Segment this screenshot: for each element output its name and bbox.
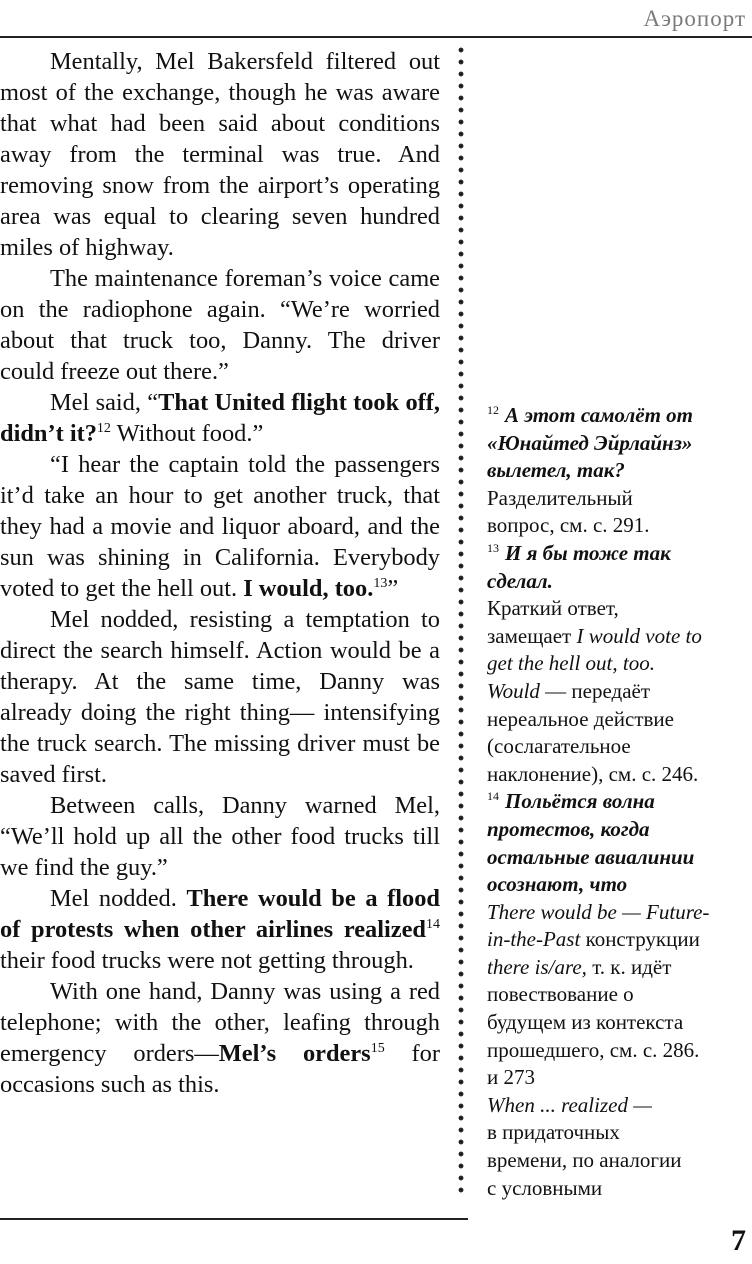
note-text: — передаёт [539, 678, 651, 703]
note-line: прошедшего, см. с. 286. [487, 1037, 700, 1062]
note-line: в придаточных [487, 1120, 620, 1145]
margin-notes [487, 402, 747, 1202]
note-14-heading-line [487, 788, 747, 816]
note-line: вылетел, так? [487, 458, 625, 483]
paragraph-8 [0, 976, 440, 1100]
text: Mel said, “ [50, 389, 159, 416]
note-line: вопрос, см. с. 291. [487, 513, 650, 538]
note-line [487, 678, 747, 706]
footnote-ref-14: 14 [426, 916, 440, 932]
note-line: с условными [487, 1175, 603, 1200]
paragraph-2: The maintenance foreman’s voice came on the radiophone again. “We’re worried about that truck too, Danny. The driver could freeze out there.” [0, 265, 440, 385]
note-line: будущем из контекста [487, 1010, 684, 1035]
note-number: 12 [487, 403, 499, 417]
note-line: Разделительный [487, 485, 633, 510]
paragraph-4 [0, 449, 440, 604]
note-text: И я бы тоже так [505, 540, 671, 565]
text: ” [387, 575, 399, 602]
note-text: замещает [487, 623, 577, 648]
note-line: и 273 [487, 1065, 535, 1090]
text: With one hand, Danny was using a red telephone; with the other, leafing through emergency orders— [0, 978, 440, 1067]
highlighted-phrase-15: Mel’s orders [218, 1040, 371, 1067]
note-line: нереальное действие [487, 706, 674, 731]
text: Mel nodded. [50, 885, 187, 912]
note-text: т. к. идёт [586, 954, 672, 979]
note-line: (сослагательное [487, 734, 631, 759]
note-line: There would be — Future- [487, 899, 710, 924]
footnote-ref-15: 15 [370, 1040, 385, 1056]
note-line [487, 623, 747, 651]
paragraph-7 [0, 883, 440, 976]
note-text: конструкции [580, 927, 700, 952]
note-line: «Юнайтед Эйрлайнз» [487, 430, 693, 455]
text: their food trucks were not getting through. [0, 947, 414, 974]
note-number: 14 [487, 789, 499, 804]
paragraph-1: Mentally, Mel Bakersfeld filtered out most of the exchange, though he was aware that what had been said about conditions away from the terminal was true. And removing snow from the airport’s operating area was equal to clearing seven hundred miles of highway. [0, 48, 440, 261]
main-text-column [0, 46, 440, 1100]
note-text: Польётся волна [505, 789, 655, 814]
note-text: there is/are, [487, 954, 587, 979]
note-line: осознают, что [487, 872, 628, 897]
note-13-heading-line [487, 540, 747, 568]
paragraph-6: Between calls, Danny warned Mel, “We’ll hold up all the other food trucks till we find the guy.” [0, 792, 440, 881]
footer-rule [0, 1218, 468, 1220]
note-line: повествование о [487, 982, 634, 1007]
note-number: 13 [487, 540, 499, 555]
note-line [487, 926, 747, 954]
text: “I hear the captain told the passengers it’d take an hour to get another truck, that they had a movie and liquor aboard, and the sun was shining in California. Everybody voted to get the hell out. [0, 451, 440, 602]
highlighted-phrase-14: There would be a flood of protests when other airlines realized [0, 885, 440, 943]
footnote-ref-12: 12 [96, 420, 111, 436]
page-number: 7 [731, 1224, 746, 1257]
note-line: времени, по аналогии [487, 1148, 682, 1173]
note-12-heading-line [487, 402, 747, 430]
note-text: I would vote to [576, 623, 702, 648]
note-line: Краткий ответ, [487, 596, 619, 621]
header-rule [0, 36, 752, 38]
text: Without food.” [110, 420, 264, 447]
note-line: сделал. [487, 568, 553, 593]
note-line: наклонение), см. с. 246. [487, 761, 699, 786]
footnote-ref-13: 13 [373, 575, 388, 591]
note-text: А этот самолёт от [505, 403, 693, 427]
highlighted-phrase-12: That United flight took off, didn’t it? [0, 389, 441, 447]
paragraph-3 [0, 387, 440, 449]
note-line [487, 954, 747, 982]
note-line: When ... realized — [487, 1092, 652, 1117]
note-text: in-the-Past [487, 927, 581, 952]
highlighted-phrase-13: I would, too. [243, 575, 374, 602]
running-header: Аэропорт [643, 6, 746, 31]
note-line: остальные авиалинии [487, 844, 695, 869]
note-line: протестов, когда [487, 816, 650, 841]
dotted-column-divider [458, 44, 464, 1196]
paragraph-5: Mel nodded, resisting a temptation to direct the search himself. Action would be a therapy. At the same time, Danny was already doing the right thing— intensifying the truck search. The missing driver must be saved first. [0, 606, 440, 788]
note-line: get the hell out, too. [487, 651, 655, 676]
note-text: Would [487, 678, 540, 703]
text: for occasions such as this. [0, 1040, 440, 1098]
